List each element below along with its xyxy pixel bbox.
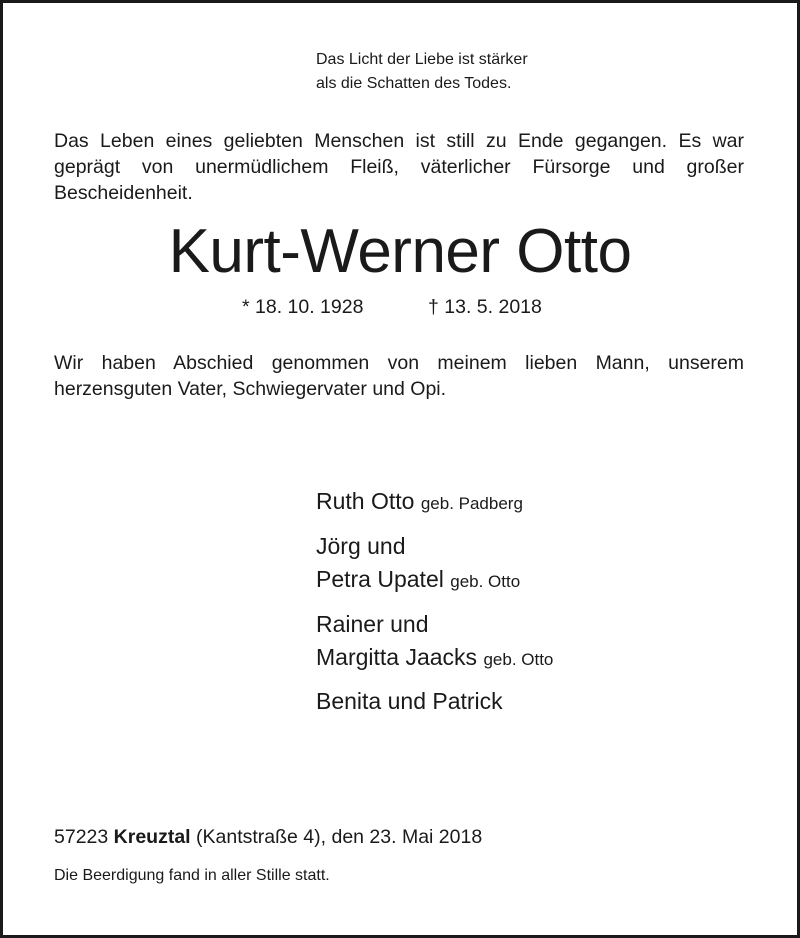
mourner-margitta xyxy=(316,642,553,675)
mourner-benita xyxy=(316,686,503,716)
deceased-name: Kurt-Werner Otto xyxy=(168,217,632,286)
birth-date: * 18. 10. 1928 xyxy=(242,296,364,318)
maiden-name: geb. Otto xyxy=(483,650,554,669)
mourner-name: Petra Upatel xyxy=(316,566,444,592)
farewell-paragraph: Wir haben Abschied genommen von meinem lieben Mann, unserem herzensguten Vater, Schwiegervater und Opi. xyxy=(54,352,744,400)
quote-line-1: Das Licht der Liebe ist stärker xyxy=(316,51,528,68)
death-date: † 13. 5. 2018 xyxy=(428,296,542,318)
funeral-note: Die Beerdigung fand in aller Stille statt. xyxy=(54,867,330,884)
mourner-petra xyxy=(316,564,520,597)
mourner-rainer xyxy=(316,609,429,639)
address-date: (Kantstraße 4), den 23. Mai 2018 xyxy=(196,826,483,848)
mourner-name: Benita und Patrick xyxy=(316,688,503,714)
intro-paragraph: Das Leben eines geliebten Menschen ist still zu Ende gegangen. Es war geprägt von unermüdlichem Fleiß, väterlicher Fürsorge und großer Bescheidenheit. xyxy=(54,130,744,204)
mourner-ruth xyxy=(316,486,523,519)
mourner-name: Rainer und xyxy=(316,611,429,637)
mourner-name: Jörg und xyxy=(316,533,406,559)
epigraph-quote xyxy=(316,48,528,96)
maiden-name: geb. Otto xyxy=(450,572,521,591)
quote-line-2: als die Schatten des Todes. xyxy=(316,75,512,92)
mourner-name: Ruth Otto xyxy=(316,488,415,514)
mourner-joerg xyxy=(316,531,406,561)
maiden-name: geb. Padberg xyxy=(420,494,523,513)
place-date-line xyxy=(54,824,482,850)
city-name: Kreuztal xyxy=(113,826,191,848)
zip-code: 57223 xyxy=(54,826,109,848)
mourner-name: Margitta Jaacks xyxy=(316,644,478,670)
